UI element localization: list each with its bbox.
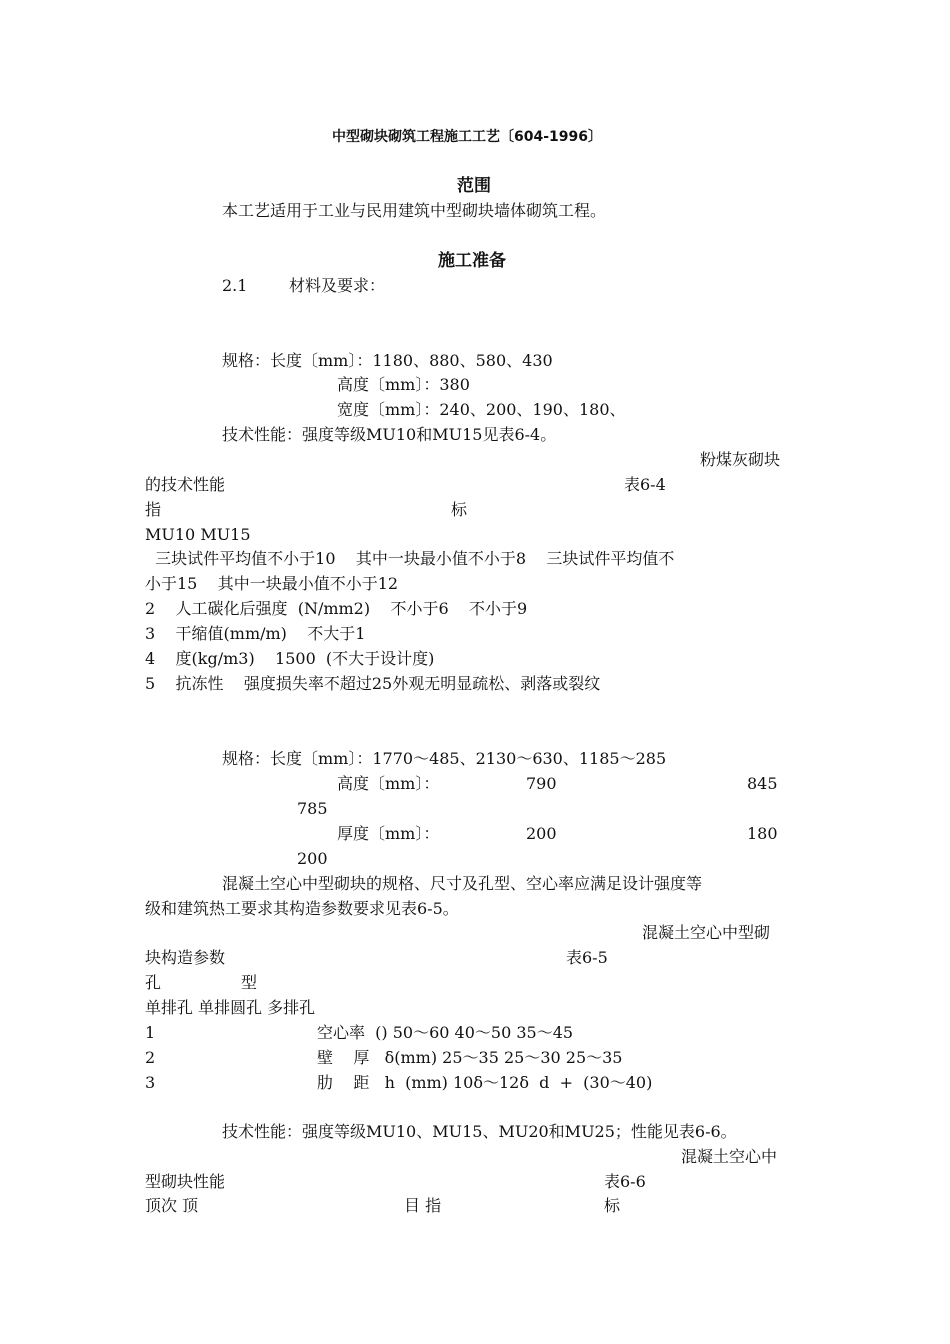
concrete-table-title-a: 混凝土空心中型砌 bbox=[642, 923, 771, 942]
concrete-height-value-3: 785 bbox=[297, 799, 328, 818]
materials-item-number: 2.1 bbox=[222, 276, 248, 295]
flyash-row-3: 3 干缩值(mm/m) 不大于1 bbox=[145, 624, 366, 643]
flyash-row-1b: 小于15 其中一块最小值不小于12 bbox=[145, 574, 399, 593]
concrete-height-value-2: 845 bbox=[747, 774, 778, 793]
concrete-performance-header-c: 标 bbox=[604, 1196, 621, 1215]
concrete-thickness-value-1: 200 bbox=[526, 824, 557, 843]
concrete-row-2-number: 2 bbox=[145, 1048, 156, 1067]
concrete-row-3-text: 肋 距 h (mm) 10δ～12δ d + (30～40) bbox=[317, 1073, 653, 1092]
concrete-table-title-b: 块构造参数 bbox=[145, 948, 226, 967]
scope-text: 本工艺适用于工业与民用建筑中型砌块墙体砌筑工程。 bbox=[222, 201, 607, 220]
concrete-performance-header-a: 顶次 顶 bbox=[145, 1196, 199, 1215]
section-heading-scope: 范围 bbox=[457, 176, 491, 196]
flyash-header-b: 标 bbox=[451, 500, 468, 519]
concrete-paragraph-b: 级和建筑热工要求其构造参数要求见表6-5。 bbox=[145, 899, 459, 918]
concrete-height-label: 高度〔mm〕： bbox=[337, 774, 440, 793]
flyash-table-number: 表6-4 bbox=[624, 475, 666, 494]
concrete-row-1-number: 1 bbox=[145, 1023, 156, 1042]
concrete-header-a: 孔 bbox=[145, 973, 162, 992]
concrete-tech-text: 技术性能：强度等级MU10、MU15、MU20和MU25；性能见表6-6。 bbox=[222, 1122, 737, 1141]
concrete-thickness-value-3: 200 bbox=[297, 849, 328, 868]
section-heading-preparation: 施工准备 bbox=[438, 251, 506, 271]
flyash-spec-length: 规格：长度〔mm〕：1180、880、580、430 bbox=[222, 351, 553, 370]
concrete-row-3-number: 3 bbox=[145, 1073, 156, 1092]
document-title: 中型砌块砌筑工程施工工艺〔604-1996〕 bbox=[332, 129, 602, 145]
concrete-row-1-text: 空心率 () 50～60 40～50 35～45 bbox=[317, 1023, 574, 1042]
flyash-grades: MU10 MU15 bbox=[145, 525, 251, 544]
flyash-row-5: 5 抗冻性 强度损失率不超过25外观无明显疏松、剥落或裂纹 bbox=[145, 674, 601, 693]
flyash-spec-height: 高度〔mm〕：380 bbox=[337, 375, 470, 394]
flyash-spec-width: 宽度〔mm〕：240、200、190、180、 bbox=[337, 400, 626, 419]
concrete-height-value-1: 790 bbox=[526, 774, 557, 793]
concrete-performance-title-b: 型砌块性能 bbox=[145, 1172, 226, 1191]
flyash-row-4: 4 度(kg/m3) 1500 (不大于设计度) bbox=[145, 649, 435, 668]
flyash-row-1a: 三块试件平均值不小于10 其中一块最小值不小于8 三块试件平均值不 bbox=[145, 549, 675, 568]
flyash-tech-text: 技术性能：强度等级MU10和MU15见表6-4。 bbox=[222, 425, 557, 444]
concrete-performance-title-a: 混凝土空心中 bbox=[681, 1147, 778, 1166]
concrete-thickness-label: 厚度〔mm〕： bbox=[337, 824, 440, 843]
flyash-table-title-b: 的技术性能 bbox=[145, 475, 226, 494]
flyash-row-2: 2 人工碳化后强度 (N/mm2) 不小于6 不小于9 bbox=[145, 599, 528, 618]
concrete-spec-length: 规格：长度〔mm〕：1770～485、2130～630、1185～285 bbox=[222, 749, 667, 768]
concrete-header-b: 型 bbox=[241, 973, 258, 992]
flyash-table-title-a: 粉煤灰砌块 bbox=[700, 450, 781, 469]
concrete-row-2-text: 壁 厚 δ(mm) 25～35 25～30 25～35 bbox=[317, 1048, 623, 1067]
concrete-performance-table-number: 表6-6 bbox=[604, 1172, 646, 1191]
concrete-header-types: 单排孔 单排圆孔 多排孔 bbox=[145, 998, 316, 1017]
concrete-performance-header-b: 目 指 bbox=[404, 1196, 442, 1215]
flyash-header-a: 指 bbox=[145, 500, 162, 519]
concrete-paragraph-a: 混凝土空心中型砌块的规格、尺寸及孔型、空心率应满足设计强度等 bbox=[222, 874, 703, 893]
materials-item-label: 材料及要求： bbox=[289, 276, 386, 295]
concrete-table-number: 表6-5 bbox=[566, 948, 608, 967]
concrete-thickness-value-2: 180 bbox=[747, 824, 778, 843]
